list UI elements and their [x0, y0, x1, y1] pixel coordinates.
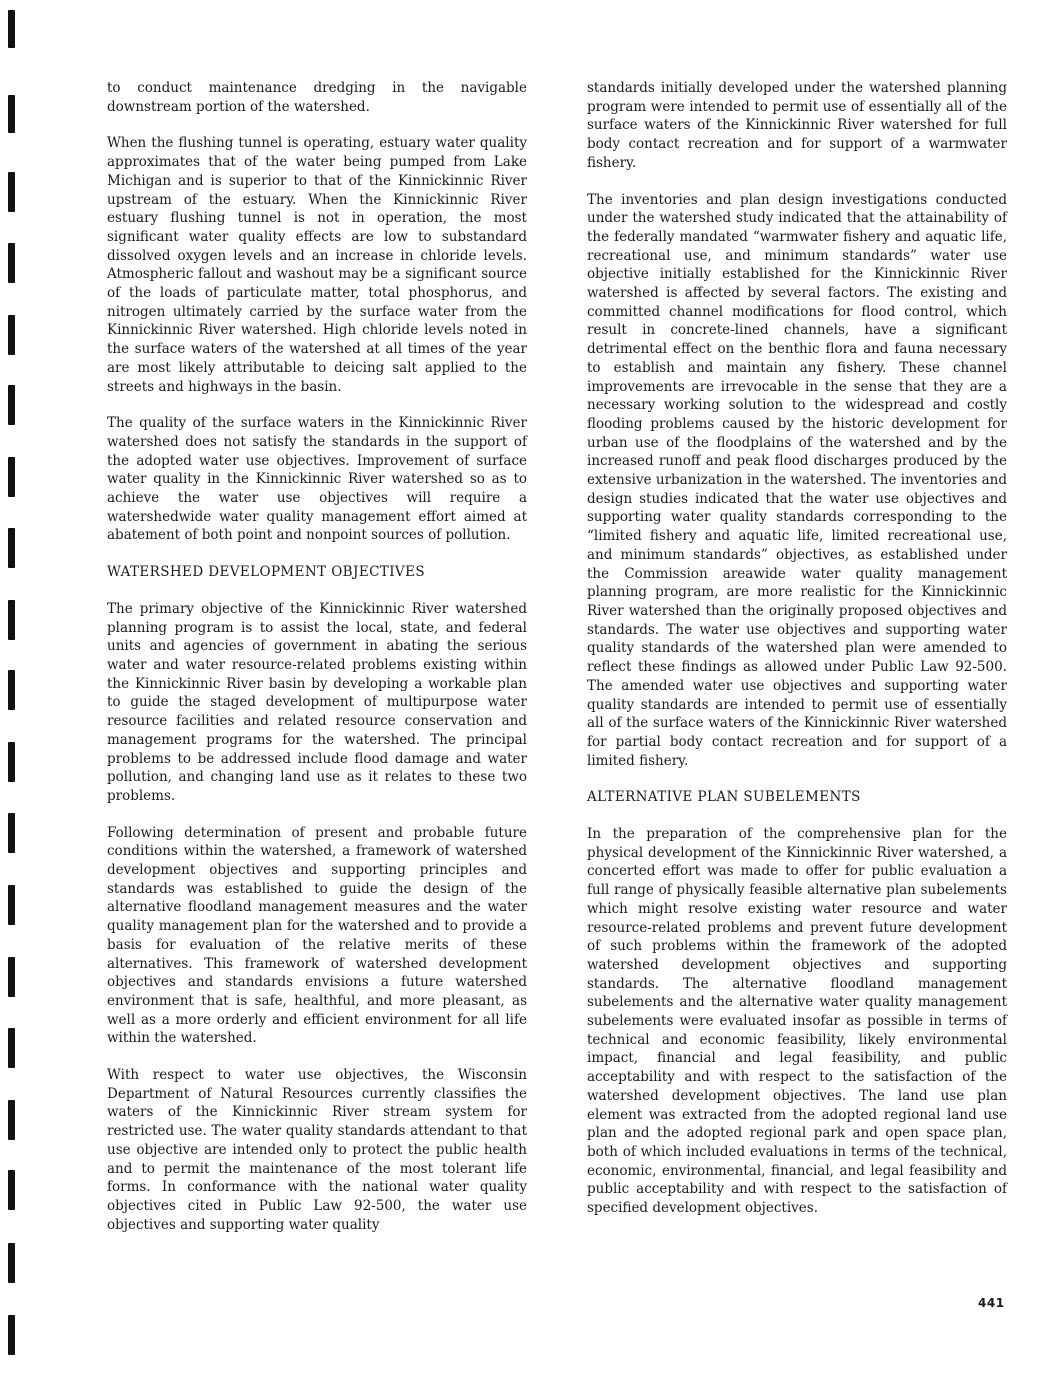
page-number: 441 — [978, 1296, 1005, 1310]
left-paragraph-3: The quality of the surface waters in the Kinnickinnic River watershed does not satisfy the standards in the support of the adopted water use objectives. Improvement of surface water quality in the Kinnickinnic River watershed so as to achieve the water use objectives will require a watershedwide water quality management effort aimed at abatement of both point and nonpoint sources of pollution. — [107, 415, 527, 544]
section-heading-watershed-objectives: WATERSHED DEVELOPMENT OBJECTIVES — [107, 564, 425, 581]
left-column — [107, 79, 527, 1252]
left-paragraph-1: to conduct maintenance dredging in the navigable downstream portion of the watershed. — [107, 80, 527, 115]
right-paragraph-1: standards initially developed under the watershed planning program were intended to permit use of essentially all of the surface waters of the Kinnickinnic River watershed for full body contact recreation and for support of a warmwater fishery. — [587, 80, 1007, 171]
left-paragraph-6: With respect to water use objectives, the Wisconsin Department of Natural Resources currently classifies the waters of the Kinnickinnic River stream system for restricted use. The water quality standards attendant to that use objective are intended only to protect the public health and to permit the maintenance of the most tolerant life forms. In conformance with the national water quality objectives cited in Public Law 92-500, the water use objectives and supporting water quality — [107, 1067, 527, 1233]
right-paragraph-2: The inventories and plan design investigations conducted under the watershed study indicated that the attainability of the federally mandated “warmwater fishery and aquatic life, recreational use, and minimum standards” water use objective initially established for the Kinnickinnic River watershed is affected by several factors. The existing and committed channel modifications for flood control, which result in concrete-lined channels, have a significant detrimental effect on the benthic flora and fauna necessary to establish and maintain any fishery. These channel improvements are irrevocable in the sense that they are a necessary working solution to the widespread and costly flooding problems caused by the historic development for urban use of the floodplains of the watershed and by the increased runoff and peak flood discharges produced by the extensive urbanization in the watershed. The inventories and design studies indicated that the water use objectives and supporting water quality standards corresponding to the “limited fishery and aquatic life, limited recreational use, and minimum standards” objectives, as established under the Commission areawide water quality management planning program, are more realistic for the Kinnickinnic River watershed than the originally proposed objectives and standards. The water use objectives and supporting water quality standards of the watershed plan were amended to reflect these findings as allowed under Public Law 92-500. The amended water use objectives and supporting water quality standards are intended to permit use of essentially all of the surface waters of the Kinnickinnic River watershed for partial body contact recreation and for support of a limited fishery. — [587, 191, 1007, 769]
right-column — [587, 79, 1007, 1236]
left-paragraph-2: When the flushing tunnel is operating, estuary water quality approximates that of the water being pumped from Lake Michigan and is superior to that of the Kinnickinnic River upstream of the estuary. When the Kinnickinnic River estuary flushing tunnel is not in operation, the most significant water quality effects are low to substandard dissolved oxygen levels and an increase in chloride levels. Atmospheric fallout and washout may be a significant source of the loads of particulate matter, total phosphorus, and nitrogen ultimately carried by the surface water from the Kinnickinnic River watershed. High chloride levels noted in the surface waters of the watershed at all times of the year are most likely attributable to deicing salt applied to the streets and highways in the basin. — [107, 135, 527, 395]
left-paragraph-4: The primary objective of the Kinnickinnic River watershed planning program is to assist the local, state, and federal units and agencies of government in abating the serious water and water resource-related problems existing within the Kinnickinnic River basin by developing a workable plan to guide the staged development of multipurpose water resource facilities and related resource conservation and management programs for the watershed. The principal problems to be addressed include flood damage and water pollution, and changing land use as it relates to these two problems. — [107, 600, 527, 804]
section-heading-alternative-plan: ALTERNATIVE PLAN SUBELEMENTS — [587, 789, 861, 806]
left-paragraph-5: Following determination of present and probable future conditions within the watershed, a framework of watershed development objectives and supporting principles and standards was established to guide the design of the alternative floodland management measures and the water quality management plan for the watershed and to provide a basis for evaluation of the relative merits of these alternatives. This framework of watershed development objectives and standards envisions a future watershed environment that is safe, healthful, and more pleasant, as well as a more orderly and efficient environment for all life within the watershed. — [107, 824, 527, 1047]
right-paragraph-3: In the preparation of the comprehensive plan for the physical development of the Kinnickinnic River watershed, a concerted effort was made to offer for public evaluation a full range of physically feasible alternative plan subelements which might resolve existing water resource and water resource-related problems and prevent future development of such problems within the framework of the adopted watershed development objectives and supporting standards. The alternative floodland management subelements and the alternative water quality management subelements were evaluated insofar as possible in terms of technical and economic feasibility, likely environmental impact, financial and legal feasibility, and public acceptability and with respect to the satisfaction of the watershed development objectives. The land use plan element was extracted from the adopted regional land use plan and the adopted regional park and open space plan, both of which included evaluations in terms of the technical, economic, environmental, financial, and legal feasibility and public acceptability and with respect to the satisfaction of specified development objectives. — [587, 826, 1007, 1217]
